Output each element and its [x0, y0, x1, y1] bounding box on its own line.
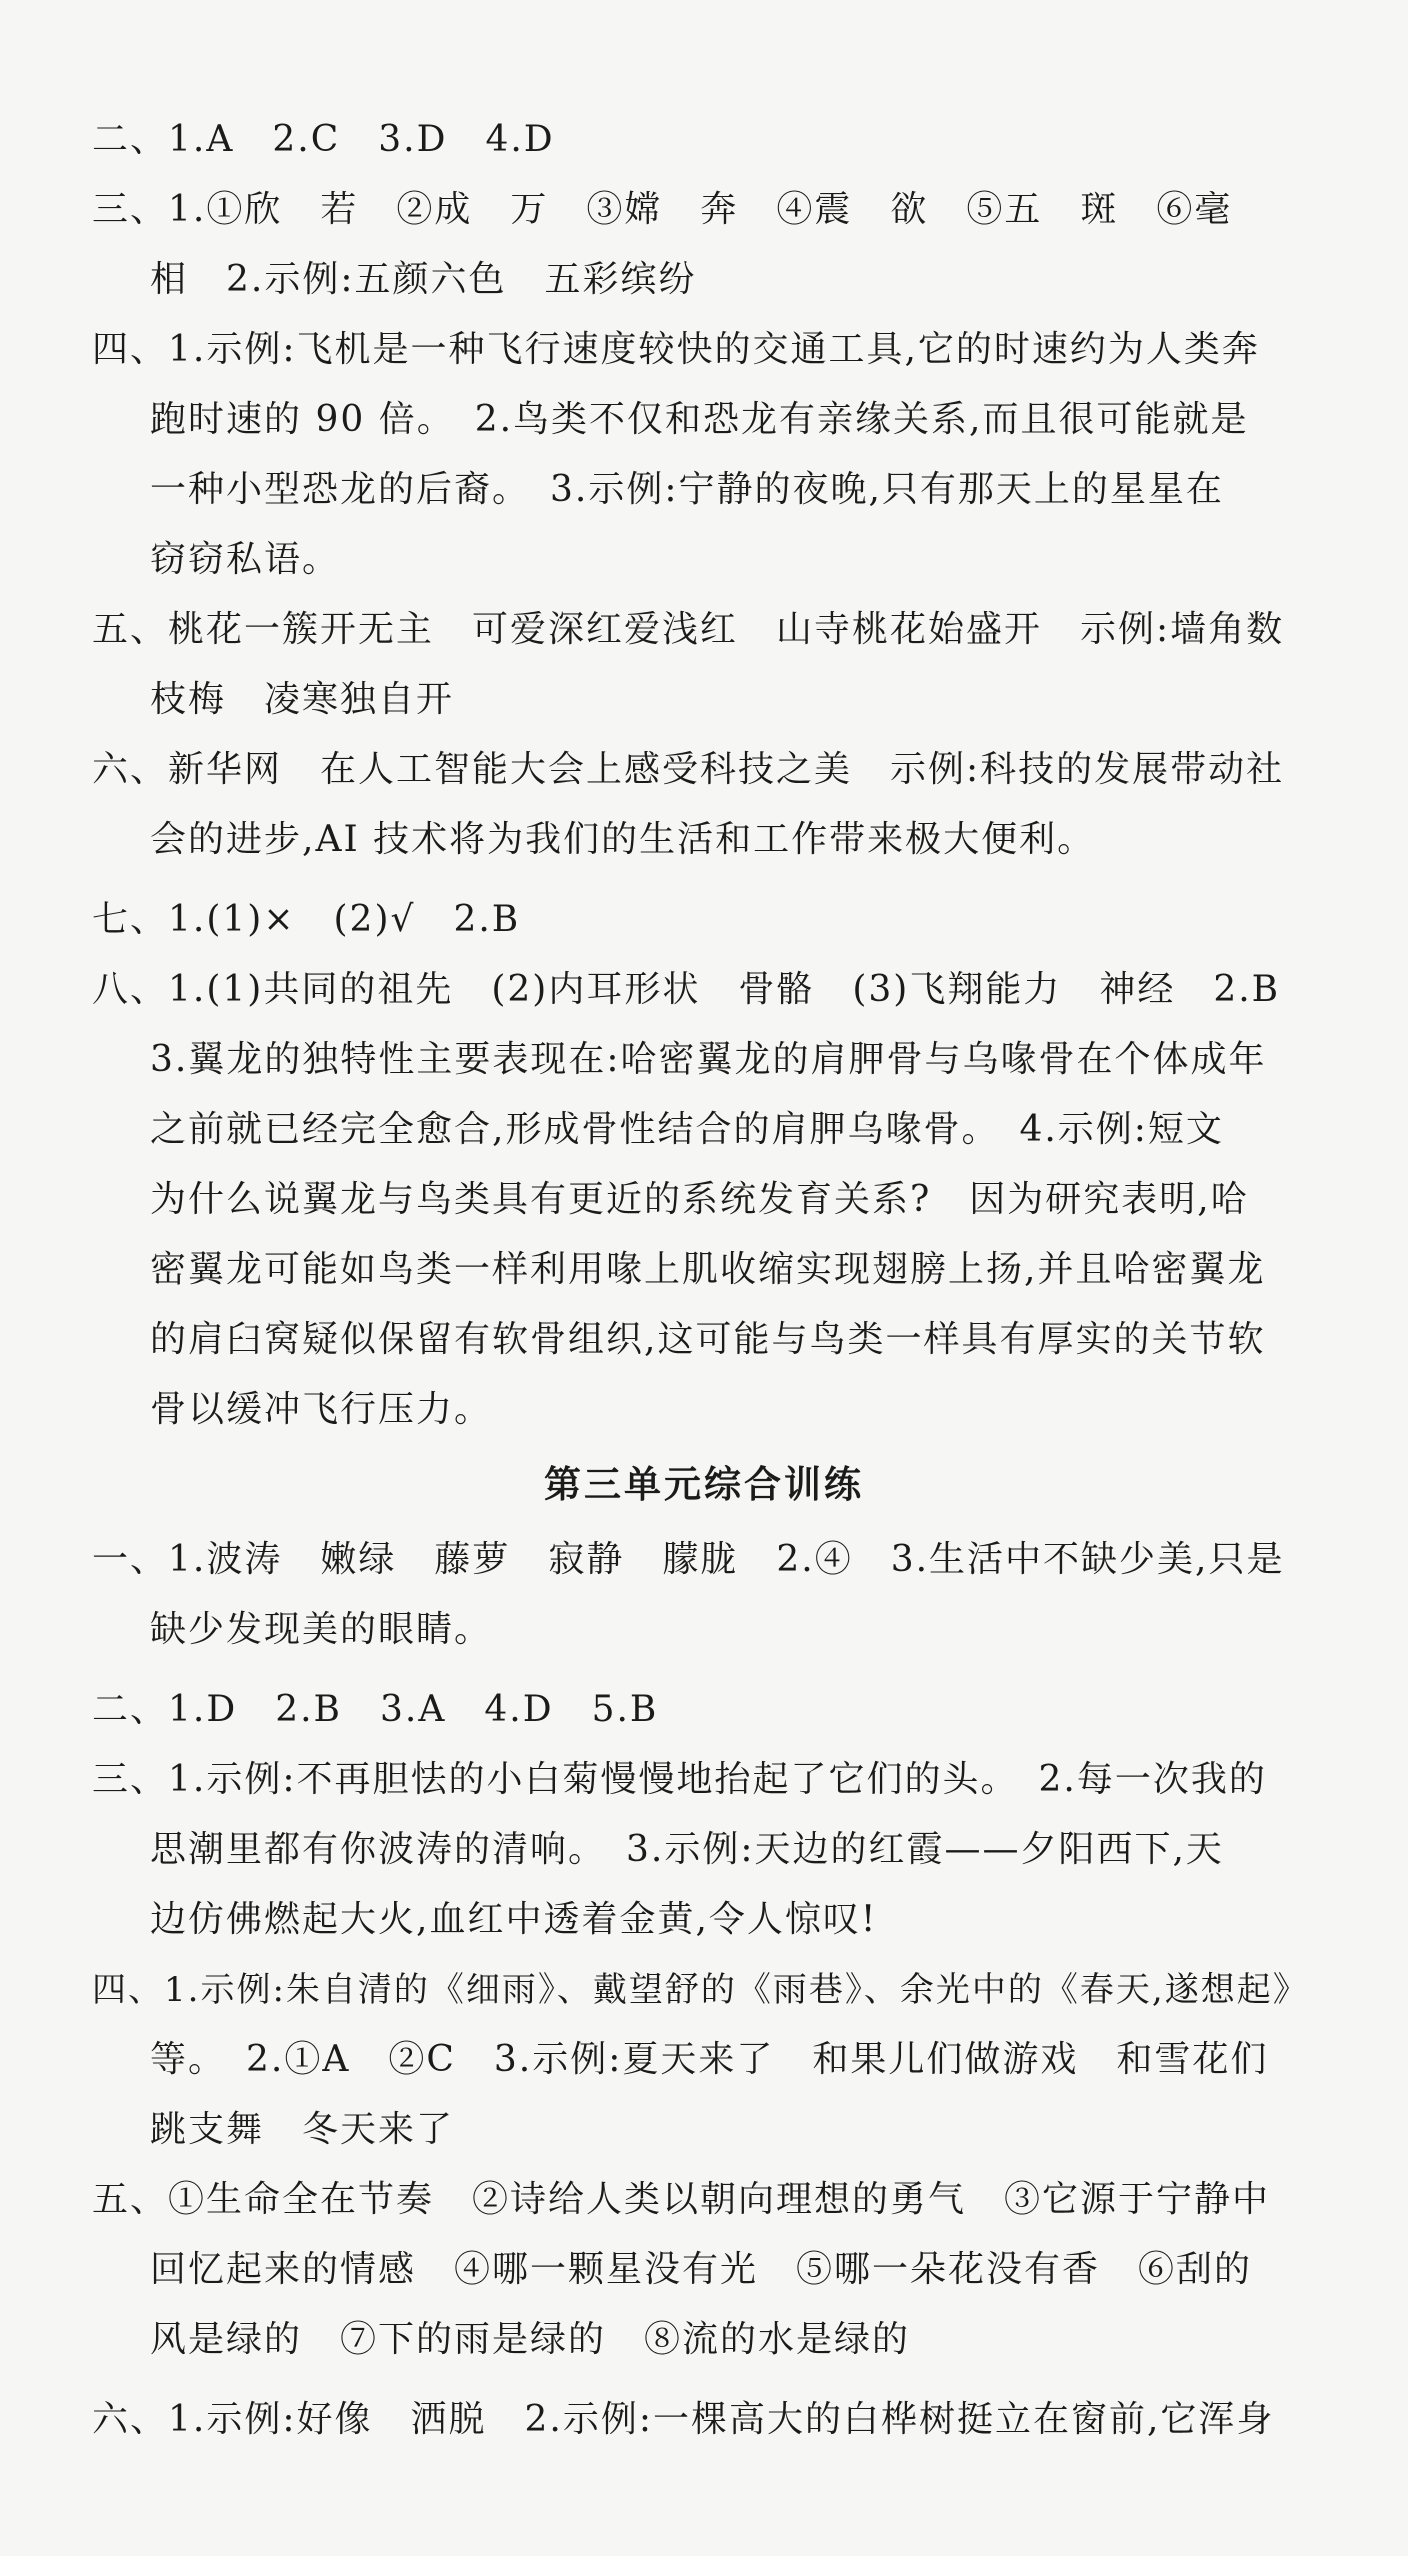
answer-line: 八、1.(1)共同的祖先 (2)内耳形状 骨骼 (3)飞翔能力 神经 2.B [92, 969, 1281, 1010]
answer-line: 为什么说翼龙与鸟类具有更近的系统发育关系? 因为研究表明,哈 [150, 1179, 1249, 1220]
answer-line: 思潮里都有你波涛的清响。 3.示例:天边的红霞——夕阳西下,天 [150, 1829, 1224, 1870]
answer-line: 七、1.(1)× (2)√ 2.B [92, 899, 521, 940]
answer-line: 骨以缓冲飞行压力。 [150, 1389, 493, 1430]
answer-line: 3.翼龙的独特性主要表现在:哈密翼龙的肩胛骨与乌喙骨在个体成年 [150, 1039, 1267, 1080]
answer-line: 相 2.示例:五颜六色 五彩缤纷 [150, 259, 697, 300]
answer-line: 四、1.示例:朱自清的《细雨》、戴望舒的《雨巷》、余光中的《春天,遂想起》 [92, 1970, 1309, 2010]
answer-line: 枝梅 凌寒独自开 [150, 679, 455, 720]
answer-line: 会的进步,AI 技术将为我们的生活和工作带来极大便利。 [150, 819, 1096, 860]
answer-line: 六、新华网 在人工智能大会上感受科技之美 示例:科技的发展带动社 [92, 749, 1285, 790]
section-heading: 第三单元综合训练 [544, 1463, 864, 1506]
answer-line: 四、1.示例:飞机是一种飞行速度较快的交通工具,它的时速约为人类奔 [92, 329, 1260, 370]
answer-line: 三、1.①欣 若 ②成 万 ③嫦 奔 ④震 欲 ⑤五 斑 ⑥毫 [92, 189, 1233, 230]
answer-line: 三、1.示例:不再胆怯的小白菊慢慢地抬起了它们的头。 2.每一次我的 [92, 1759, 1267, 1800]
answer-line: 风是绿的 ⑦下的雨是绿的 ⑧流的水是绿的 [150, 2319, 911, 2360]
answer-line: 二、1.A 2.C 3.D 4.D [92, 119, 555, 160]
answer-line: 的肩臼窝疑似保留有软骨组织,这可能与鸟类一样具有厚实的关节软 [150, 1319, 1266, 1360]
answer-line: 二、1.D 2.B 3.A 4.D 5.B [92, 1689, 659, 1730]
answer-line: 缺少发现美的眼睛。 [150, 1609, 493, 1650]
answer-line: 跳支舞 冬天来了 [150, 2109, 455, 2150]
answer-line: 一、1.波涛 嫩绿 藤萝 寂静 朦胧 2.④ 3.生活中不缺少美,只是 [92, 1539, 1285, 1580]
answer-line: 一种小型恐龙的后裔。 3.示例:宁静的夜晚,只有那天上的星星在 [150, 469, 1224, 510]
answer-line: 五、①生命全在节奏 ②诗给人类以朝向理想的勇气 ③它源于宁静中 [92, 2179, 1271, 2220]
answer-line: 等。 2.①A ②C 3.示例:夏天来了 和果儿们做游戏 和雪花们 [150, 2039, 1269, 2080]
answer-line: 跑时速的 90 倍。 2.鸟类不仅和恐龙有亲缘关系,而且很可能就是 [150, 399, 1249, 440]
answer-line: 窃窃私语。 [150, 539, 341, 580]
answer-line: 之前就已经完全愈合,形成骨性结合的肩胛乌喙骨。 4.示例:短文 [150, 1109, 1224, 1150]
answer-line: 五、桃花一簇开无主 可爱深红爱浅红 山寺桃花始盛开 示例:墙角数 [92, 609, 1285, 650]
answer-line: 边仿佛燃起大火,血红中透着金黄,令人惊叹! [150, 1899, 878, 1940]
answer-line: 六、1.示例:好像 洒脱 2.示例:一棵高大的白桦树挺立在窗前,它浑身 [92, 2399, 1275, 2440]
answer-line: 密翼龙可能如鸟类一样利用喙上肌收缩实现翅膀上扬,并且哈密翼龙 [150, 1249, 1266, 1290]
answer-line: 回忆起来的情感 ④哪一颗星没有光 ⑤哪一朵花没有香 ⑥刮的 [150, 2249, 1253, 2290]
